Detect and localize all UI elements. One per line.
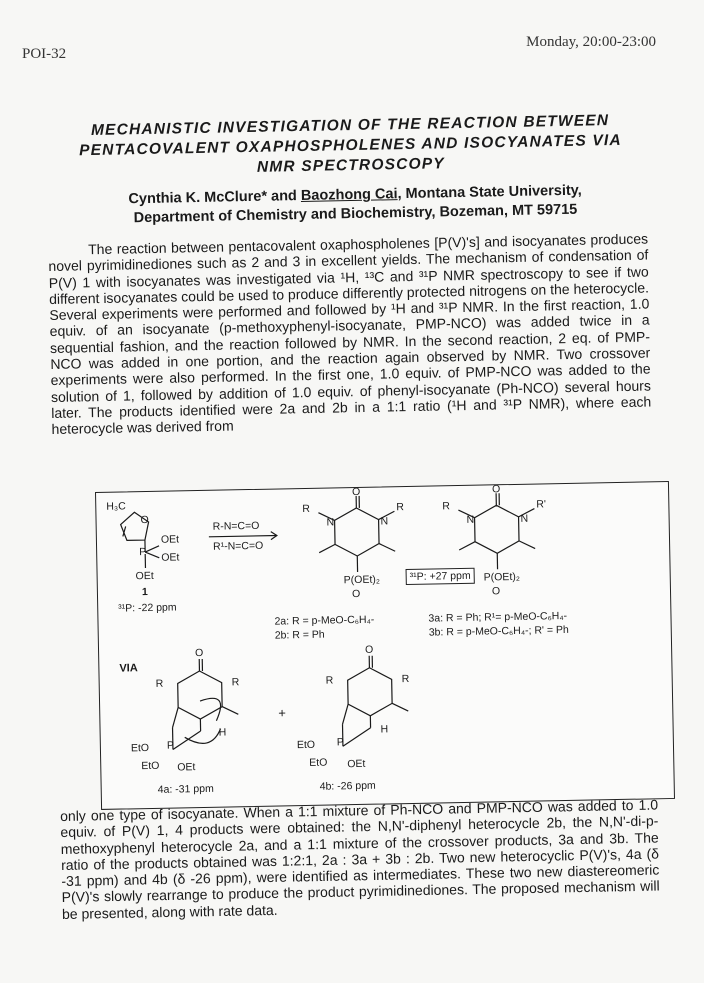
- plus-sign: +: [278, 705, 287, 721]
- compound-4b-structure: [341, 655, 409, 746]
- eto-label-4a-1: EtO: [130, 742, 150, 755]
- oet-label-4a: OEt: [177, 761, 196, 774]
- label-2b: 2b: R = Ph: [274, 628, 325, 642]
- carbonyl-o-4b: O: [364, 643, 374, 656]
- reaction-scheme-figure: [95, 481, 675, 810]
- abstract-body-bottom: [60, 797, 660, 923]
- n-label-2-right: N: [380, 515, 389, 528]
- phosphorus-4a: P: [166, 739, 175, 752]
- scheme-drawing: [96, 482, 674, 809]
- label-4a: 4a: -31 ppm: [157, 782, 214, 796]
- r-label-4a-left: R: [155, 677, 164, 690]
- authors: [40, 180, 671, 230]
- title-line-1: MECHANISTIC INVESTIGATION OF THE REACTION BETWEEN: [90, 112, 610, 140]
- reagent-1: R-N=C=O: [212, 519, 260, 533]
- oet-label-2: OEt: [161, 551, 180, 564]
- r-label-3-left: R: [442, 500, 451, 513]
- eto-label-4a-2: EtO: [141, 759, 160, 773]
- authors-line-2: Department of Chemistry and Biochemistry, Bozeman, MT 59715: [133, 201, 578, 227]
- nmr-shift-1: ³¹P: -22 ppm: [118, 601, 177, 615]
- session-time: Monday, 20:00-23:00: [526, 34, 656, 50]
- label-3a: 3a: R = Ph; R¹= p-MeO-C₆H₄-: [428, 609, 568, 625]
- n-label-3-left: N: [466, 513, 475, 526]
- abstract-code: POI-32: [22, 46, 67, 62]
- carbonyl-o-4a: O: [194, 646, 204, 660]
- reaction-arrow: [209, 536, 277, 537]
- label-4b: 4b: -26 ppm: [319, 779, 376, 793]
- author-1: Cynthia K. McClure* and: [128, 187, 302, 208]
- title-line-2: PENTACOVALENT OXAPHOSPHOLENES AND ISOCYANATES VIA: [78, 131, 623, 160]
- paragraph-1: The reaction between pentacovalent oxaphospholenes [P(V)'s] and isocyanates produces novel pyrimidinediones such as 2 and 3 in excellent yields. The mechanism of condensation of P(V) 1 with isocyanates was investigated via ¹H, ¹³C and ³¹P NMR spectroscopy to see if two different isocyanates could be used to produce differently protected nitrogens on the heterocycle. Several experiments were performed and followed by ¹H and ³¹P NMR. In the first reaction, 1.0 equiv. of an isocyanate (p-methoxyphenyl-isocyanate, PMP-NCO) was added twice in a sequential fashion, and the reaction followed by NMR. In the second reaction, 2 eq. of PMP-NCO was added in one portion, and the reaction again observed by NMR. Two crossover experiments were also performed. In the first one, 1.0 equiv. of PMP-NCO was added to the solution of 1, followed by addition of 1.0 equiv. of phenyl-isocyanate (Ph-NCO) several hours later. The products identified were 2a and 2b in a 1:1 ratio (¹H and ³¹P NMR), where each heterocycle was derived from: [48, 230, 652, 438]
- oet-label-3: OEt: [135, 569, 154, 583]
- n-label-2-left: N: [326, 516, 335, 529]
- title-line-3: NMR SPECTROSCOPY: [256, 155, 446, 176]
- eto-label-4b-1: EtO: [296, 738, 316, 752]
- h3c-label: H₃C: [106, 500, 126, 513]
- phosphorus-label: P: [139, 546, 147, 559]
- via-label: VIA: [119, 662, 138, 675]
- oet-label-4b: OEt: [347, 757, 366, 771]
- r-label-4b-left: R: [325, 674, 334, 687]
- paper-title: [40, 110, 661, 182]
- reagent-2: R¹-N=C=O: [212, 539, 264, 553]
- phosphonate-o-2: O: [351, 587, 361, 601]
- nmr-shift-box: ³¹P: +27 ppm: [406, 568, 475, 585]
- carbonyl-o-2: O: [351, 485, 361, 499]
- compound-2-structure: [318, 495, 395, 572]
- r1-label-3-right: R': [536, 498, 547, 511]
- compound-3-structure: [458, 493, 535, 570]
- h-label-4a: H: [218, 726, 227, 739]
- poet2-label-3: P(OEt)₂: [483, 570, 520, 584]
- label-2a: 2a: R = p-MeO-C₆H₄-: [274, 613, 375, 628]
- r-label-4a-right: R: [231, 676, 240, 689]
- affiliation-university: , Montana State University,: [397, 182, 582, 203]
- abstract-body-top: [48, 230, 652, 437]
- compound-1-number: 1: [141, 586, 148, 599]
- label-3b: 3b: R = p-MeO-C₆H₄-; R' = Ph: [428, 623, 569, 639]
- author-2: Baozhong Cai: [300, 186, 398, 204]
- compound-4a-structure: [171, 658, 239, 749]
- phosphonate-o-3: O: [491, 585, 501, 598]
- ring-oxygen-label: O: [140, 513, 149, 527]
- r-label-2-left: R: [302, 502, 311, 516]
- phosphorus-4b: P: [336, 736, 344, 749]
- h-label-4b: H: [380, 723, 389, 736]
- eto-label-4b-2: EtO: [309, 756, 328, 769]
- poet2-label-2: P(OEt)₂: [343, 573, 381, 587]
- carbonyl-o-3: O: [491, 483, 501, 496]
- oet-label-1: OEt: [160, 533, 180, 546]
- r-label-4b-right: R: [401, 673, 410, 686]
- paragraph-2: only one type of isocyanate. When a 1:1 mixture of Ph-NCO and PMP-NCO was added to 1.0 equiv. of P(V) 1, 4 products were obtained: the N,N'-diphenyl heterocycle 2b, the N,N'-di-p-methoxyphenyl heterocycle 2a, and a 1:1 mixture of the crossover products, 3a and 3b. The ratio of the products obtained was 1:2:1, 2a : 3a + 3b : 2b. Two new heterocyclic P(V)'s, 4a (δ -31 ppm) and 4b (δ -26 ppm), were identified as intermediates. These two new diastereomeric P(V)'s slowly rearrange to produce the product pyrimidinediones. The proposed mechanism will be presented, along with rate data.: [60, 796, 660, 922]
- r-label-2-right: R: [396, 501, 405, 514]
- n-label-3-right: N: [520, 512, 529, 525]
